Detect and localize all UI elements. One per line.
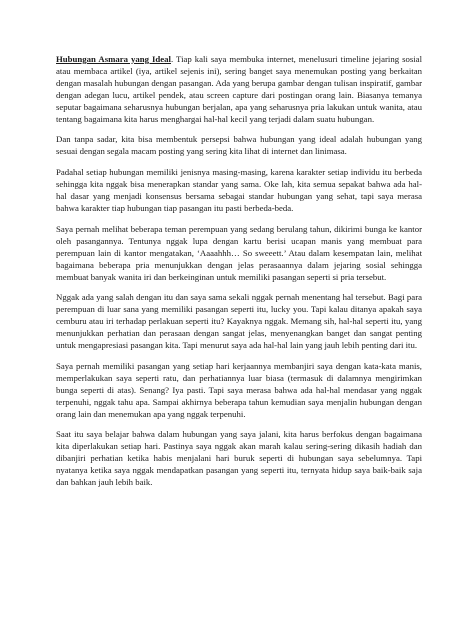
paragraph: Saya pernah memiliki pasangan yang setiap hari kerjaannya membanjiri saya dengan kata-kata manis, memperlakukan saya seperti ratu, dan perhatiannya luar biasa (termasuk di dalamnya mengirimkan bunga seperti di atas). Senang? Iya pasti. Tapi saya merasa bahwa ada hal-hal mendasar yang nggak terpenuhi, nggak tahu apa. Sampai akhirnya beberapa tahun kemudian saya menjalin hubungan dengan orang lain dan menemukan apa yang nggak terpenuhi. bbox=[56, 360, 422, 419]
paragraph: Padahal setiap hubungan memiliki jenisnya masing-masing, karena karakter setiap individu itu berbeda sehingga kita nggak bisa menerapkan standar yang sama. Oke lah, kita semua sepakat bahwa ada hal-hal dasar yang menjadi konsensus bersama sebagai standar hubungan yang sehat, tapi saya merasa bahwa karakter tiap hubungan tiap pasangan itu pasti berbeda-beda. bbox=[56, 167, 422, 213]
paragraph-intro bbox=[56, 54, 422, 125]
paragraph: Saat itu saya belajar bahwa dalam hubungan yang saya jalani, kita harus berfokus dengan bagaimana kita diperlakukan setiap hari. Pastinya saya nggak akan marah kalau sering-sering dikasih hadiah dan dibanjiri perhatian ketika habis menjalani hari buruk seperti di hubungan saya sebelumnya. Tapi nyatanya ketika saya nggak mendapatkan pasangan yang seperti itu, ternyata hidup saya baik-baik saja dan bahkan jauh lebih baik. bbox=[56, 429, 422, 488]
heading-separator: . bbox=[171, 54, 177, 64]
paragraph: Saya pernah melihat beberapa teman perempuan yang sedang berulang tahun, dikirimi bunga ke kantor oleh pasangannya. Tentunya nggak lupa dengan kartu berisi ucapan manis yang membuat para perempuan lain di kantor mengatakan, ‘Aaaahhh… So sweeett.’ Atau dalam kesempatan lain, melihat bagaimana beberapa pria menunjukkan dengan jelas perasaannya dalam jejaring sosial sehingga membuat banyak wanita iri dan berkeinginan untuk memiliki pasangan seperti si pria tersebut. bbox=[56, 223, 422, 282]
document-heading: Hubungan Asmara yang Ideal bbox=[56, 54, 171, 64]
paragraph: Dan tanpa sadar, kita bisa membentuk persepsi bahwa hubungan yang ideal adalah hubungan yang sesuai dengan segala macam posting yang sering kita lihat di internet dan linimasa. bbox=[56, 134, 422, 157]
paragraph-text: Tiap kali saya membuka internet, menelusuri timeline jejaring sosial atau membaca artikel (iya, artikel sejenis ini), sering banget saya menemukan posting yang berkaitan dengan masalah hubungan dengan pasangan. Ada yang berupa gambar dengan tulisan inspiratif, gambar dengan adegan lucu, artikel pendek, atau screen capture dari postingan orang lain. Biasanya temanya seputar bagaimana seharusnya hubungan berjalan, apa yang seharusnya pria lakukan untuk wanita, atau tentang bagaimana kita harus menghargai hal-hal kecil yang terjadi dalam suatu hubungan. bbox=[56, 54, 422, 124]
paragraph: Nggak ada yang salah dengan itu dan saya sama sekali nggak pernah menentang hal tersebut. Bagi para perempuan di luar sana yang memiliki pasangan seperti itu, lucky you. Tapi kalau ditanya apakah saya cemburu atau iri terhadap perlakuan seperti itu? Kayaknya nggak. Memang sih, hal-hal seperti itu, yang menunjukkan perhatian dan perasaan dengan sangat jelas, menyenangkan banget dan sangat penting untuk mengapresiasi pasangan kita. Tapi menurut saya ada hal-hal lain yang jauh lebih penting dari itu. bbox=[56, 292, 422, 351]
